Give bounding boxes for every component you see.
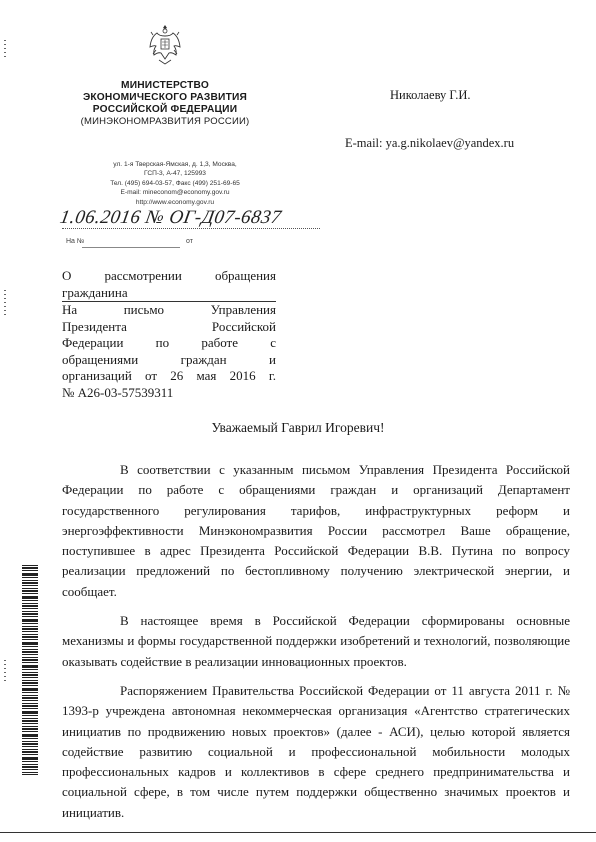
subject-line: организаций от 26 мая 2016 г. <box>62 368 276 383</box>
subject-line: Президента Российской <box>62 318 276 334</box>
ministry-abbr: (МИНЭКОНОМРАЗВИТИЯ РОССИИ) <box>80 116 250 127</box>
scan-tick <box>4 668 6 669</box>
ministry-address <box>70 160 280 207</box>
barcode-stripe <box>22 603 38 604</box>
subject-line: О рассмотрении обращения <box>62 268 276 283</box>
ministry-name <box>60 80 270 128</box>
barcode-stripe <box>22 580 38 581</box>
barcode-stripe <box>22 588 38 589</box>
scan-tick <box>4 302 6 303</box>
barcode-stripe <box>22 769 38 770</box>
barcode-stripe <box>22 596 38 599</box>
barcode-stripe <box>22 766 38 768</box>
scan-tick <box>4 40 6 41</box>
barcode-icon <box>22 565 38 775</box>
barcode-stripe <box>22 639 38 640</box>
body-paragraph: Распоряжением Правительства Российской Федерации от 11 августа 2011 г. № 1393-р учреждена автономная некоммерческая организация «Агентство стратегических инициатив по продвижению новых проектов» (далее - АСИ), целью которой является содействие развитию социальной и профессиональной мобильности молодых профессиональных кадров и коллективов в сфере среднего предпринимательства и социальной сфере, в том числе путем поддержки общественно значимых проектов и инициатив. <box>62 682 570 820</box>
scan-tick <box>4 676 6 677</box>
barcode-stripe <box>22 705 38 707</box>
barcode-stripe <box>22 623 38 624</box>
barcode-stripe <box>22 669 38 670</box>
scan-tick <box>4 48 6 49</box>
barcode-stripe <box>22 680 38 681</box>
barcode-stripe <box>22 636 38 638</box>
subject-line: гражданина <box>62 284 128 300</box>
barcode-stripe <box>22 590 38 592</box>
barcode-stripe <box>22 692 38 693</box>
barcode-stripe <box>22 631 38 632</box>
barcode-stripe <box>22 715 38 716</box>
subject-block <box>62 268 276 401</box>
barcode-stripe <box>22 605 38 607</box>
scan-margin-marks <box>4 40 6 740</box>
barcode-stripe <box>22 697 38 699</box>
barcode-stripe <box>22 764 38 765</box>
barcode-stripe <box>22 649 38 650</box>
letter-body <box>62 460 570 832</box>
subject-line: Федерации по работе с <box>62 335 276 350</box>
barcode-stripe <box>22 743 38 745</box>
ministry-line-2: ЭКОНОМИЧЕСКОГО РАЗВИТИЯ <box>82 92 248 103</box>
subject-line: № А26-03-57539311 <box>62 384 174 400</box>
scan-tick <box>4 680 6 681</box>
ministry-line-1: МИНИСТЕРСТВО <box>121 80 209 91</box>
address-line-4: E-mail: mineconom@economy.gov.ru <box>120 189 230 197</box>
reference-ot-label: от <box>186 238 193 245</box>
barcode-stripe <box>22 626 38 627</box>
barcode-stripe <box>22 573 38 576</box>
ministry-line-3: РОССИЙСКОЙ ФЕДЕРАЦИИ <box>92 104 238 115</box>
scan-tick <box>4 56 6 57</box>
barcode-stripe <box>22 674 38 676</box>
barcode-stripe <box>22 619 38 622</box>
barcode-stripe <box>22 608 38 609</box>
barcode-stripe <box>22 646 38 647</box>
barcode-stripe <box>22 751 38 753</box>
reference-underline <box>82 247 180 248</box>
scan-tick <box>4 44 6 45</box>
barcode-stripe <box>22 728 38 730</box>
barcode-stripe <box>22 738 38 739</box>
scan-tick <box>4 664 6 665</box>
barcode-stripe <box>22 718 38 719</box>
address-line-5: http://www.economy.gov.ru <box>135 198 215 206</box>
barcode-stripe <box>22 734 38 737</box>
barcode-stripe <box>22 757 38 760</box>
barcode-stripe <box>22 628 38 630</box>
barcode-stripe <box>22 720 38 722</box>
bottom-rule <box>0 832 596 833</box>
barcode-stripe <box>22 659 38 661</box>
barcode-stripe <box>22 741 38 742</box>
barcode-stripe <box>22 685 38 686</box>
barcode-stripe <box>22 754 38 755</box>
barcode-stripe <box>22 723 38 724</box>
barcode-stripe <box>22 567 38 569</box>
barcode-stripe <box>22 761 38 762</box>
greeting: Уважаемый Гаврил Игоревич! <box>211 420 385 435</box>
barcode-stripe <box>22 565 38 566</box>
barcode-stripe <box>22 682 38 684</box>
body-paragraph: В соответствии с указанным письмом Управления Президента Российской Федерации по работе с обращениями граждан и организаций Департамент государственного регулирования тарифов, инфраструктурных реформ и энергоэффективности Минэкономразвития России рассмотрел Ваше обращение, поступившее в адрес Президента Российской Федерации В.В. Путина по вопросу реализации предложений по бестопливному получению электрической энергии, и сообщает. <box>62 462 570 599</box>
barcode-stripe <box>22 774 38 775</box>
barcode-stripe <box>22 695 38 696</box>
barcode-stripe <box>22 642 38 645</box>
barcode-stripe <box>22 726 38 727</box>
reference-line <box>66 238 226 245</box>
barcode-stripe <box>22 585 38 586</box>
barcode-stripe <box>22 657 38 658</box>
barcode-stripe <box>22 731 38 732</box>
barcode-stripe <box>22 634 38 635</box>
scan-tick <box>4 294 6 295</box>
barcode-stripe <box>22 613 38 615</box>
barcode-stripe <box>22 651 38 653</box>
barcode-stripe <box>22 593 38 594</box>
barcode-stripe <box>22 700 38 701</box>
barcode-stripe <box>22 672 38 673</box>
address-line-2: ГСП-3, А-47, 125993 <box>144 170 206 178</box>
scan-tick <box>4 290 6 291</box>
scan-tick <box>4 306 6 307</box>
barcode-stripe <box>22 662 38 663</box>
barcode-stripe <box>22 665 38 668</box>
scan-tick <box>4 672 6 673</box>
scan-tick <box>4 660 6 661</box>
barcode-stripe <box>22 688 38 691</box>
coat-of-arms-icon <box>148 22 182 66</box>
barcode-stripe <box>22 611 38 612</box>
registration-handwritten: 1.06.2016 № ОГ-Д07-6837 <box>58 207 284 228</box>
scan-tick <box>4 310 6 311</box>
address-line-1: ул. 1-я Тверская-Ямская, д. 1,3, Москва, <box>113 161 237 168</box>
body-paragraph: В настоящее время в Российской Федерации сформированы основные механизмы и формы государственной поддержки изобретений и технологий, позволяющие оказывать содействие в реализации инновационных проектов. <box>62 613 570 669</box>
subject-line: На письмо Управления <box>62 302 276 317</box>
address-line-3: Тел. (495) 694-03-57, Факс (499) 251-69-65 <box>110 179 240 187</box>
barcode-stripe <box>22 708 38 709</box>
registration-number <box>60 207 320 231</box>
barcode-stripe <box>22 746 38 747</box>
barcode-stripe <box>22 711 38 714</box>
scan-tick <box>4 314 6 315</box>
registration-underline <box>62 228 320 229</box>
barcode-stripe <box>22 654 38 655</box>
reference-na-label: На № <box>66 238 85 245</box>
barcode-stripe <box>22 749 38 750</box>
barcode-stripe <box>22 570 38 571</box>
barcode-stripe <box>22 772 38 773</box>
barcode-stripe <box>22 703 38 704</box>
scan-tick <box>4 298 6 299</box>
barcode-stripe <box>22 677 38 678</box>
barcode-stripe <box>22 616 38 617</box>
scan-tick <box>4 52 6 53</box>
barcode-stripe <box>22 577 38 578</box>
barcode-stripe <box>22 600 38 601</box>
recipient-email: E-mail: ya.g.nikolaev@yandex.ru <box>345 136 515 150</box>
recipient-name: Николаеву Г.И. <box>390 88 471 102</box>
subject-line: обращениями граждан и <box>62 351 276 367</box>
barcode-stripe <box>22 582 38 584</box>
